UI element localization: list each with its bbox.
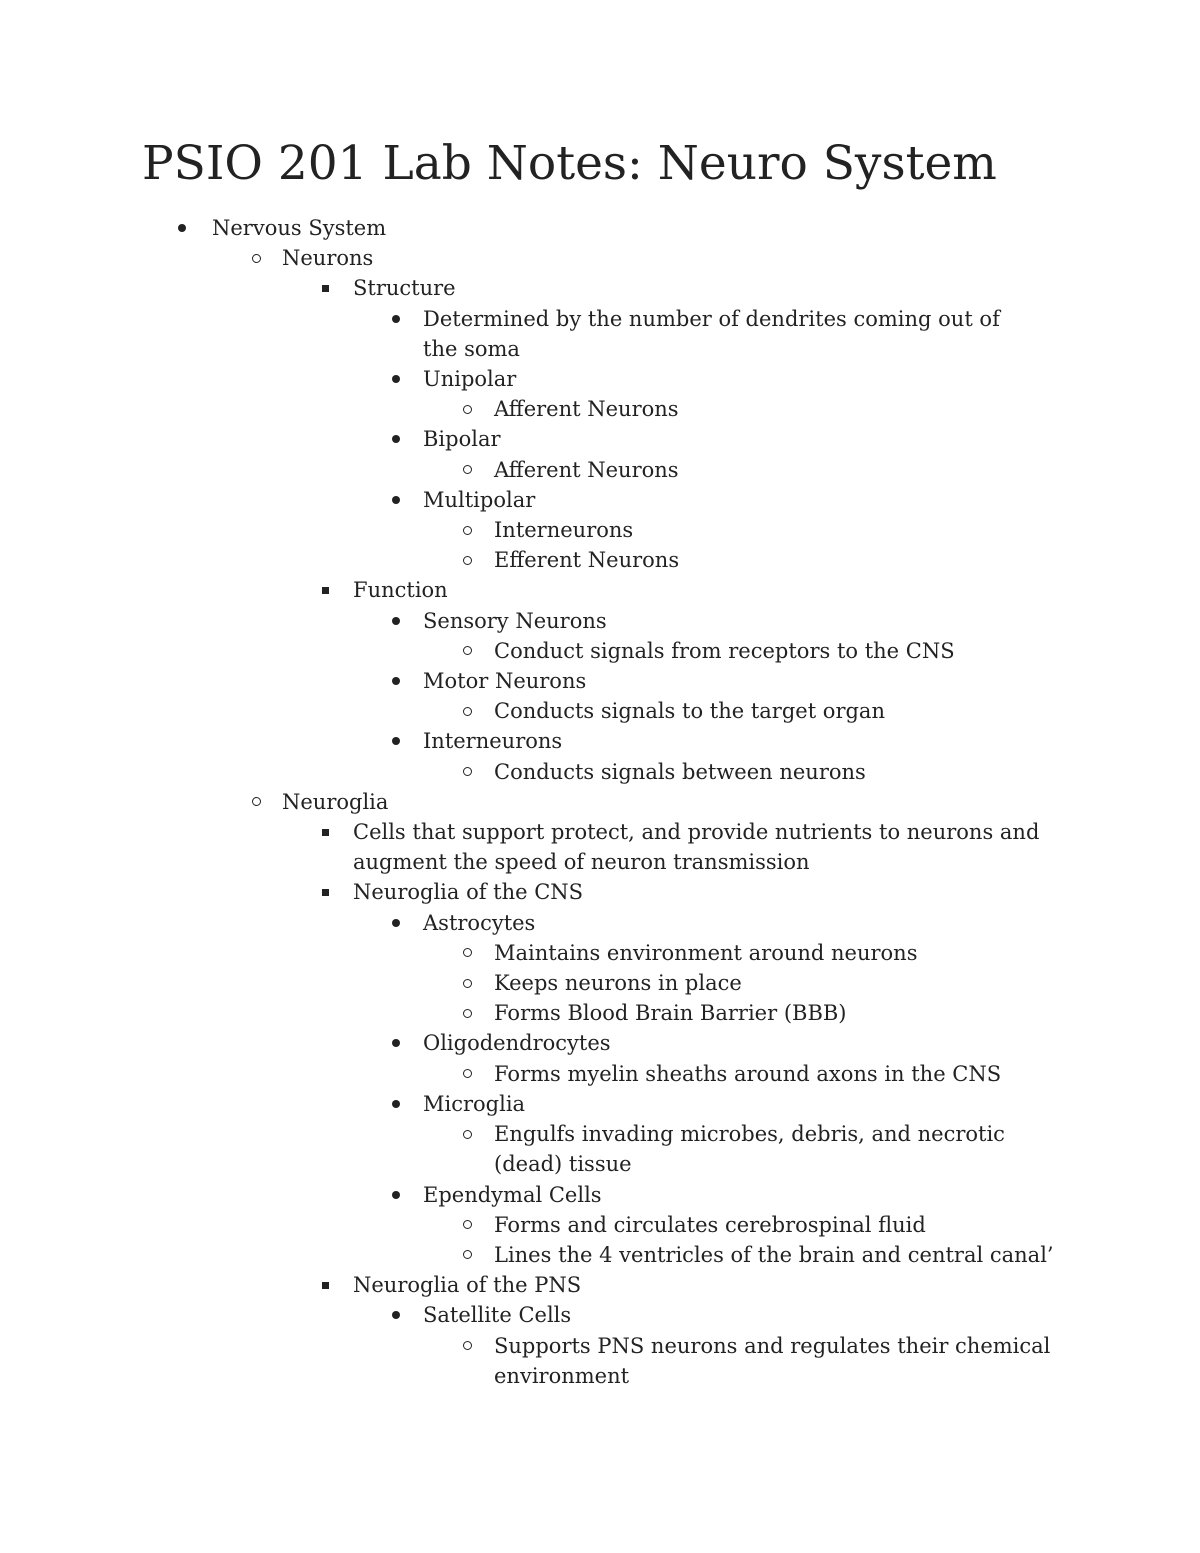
outline-item-level-5 bbox=[0, 1119, 1064, 1179]
circle-bullet-icon bbox=[246, 787, 266, 817]
outline-item-text: Ependymal Cells bbox=[423, 1182, 602, 1207]
outline-item-level-5 bbox=[0, 1240, 1064, 1270]
outline-item-level-4 bbox=[0, 485, 1023, 515]
circle-bullet-icon bbox=[457, 545, 477, 575]
outline-item-text: Microglia bbox=[423, 1091, 526, 1116]
outline-item-level-5 bbox=[0, 757, 1064, 787]
disc-bullet-icon bbox=[386, 1089, 406, 1119]
outline-item-text: Motor Neurons bbox=[423, 669, 587, 694]
outline-item-level-5 bbox=[0, 394, 1064, 424]
circle-bullet-icon bbox=[457, 515, 477, 545]
outline-item-level-4 bbox=[0, 726, 1023, 756]
disc-bullet-icon bbox=[172, 213, 192, 243]
circle-bullet-icon bbox=[457, 696, 477, 726]
outline-item-text: Conduct signals from receptors to the CNS bbox=[494, 638, 955, 663]
outline-item-text: Conducts signals to the target organ bbox=[494, 699, 885, 724]
outline-item-text: Maintains environment around neurons bbox=[494, 940, 918, 965]
outline-item-text: Interneurons bbox=[494, 518, 634, 543]
outline-item-level-2 bbox=[0, 787, 1062, 817]
outline-item-level-4 bbox=[0, 606, 1023, 636]
outline-item-text: Structure bbox=[353, 276, 456, 301]
circle-bullet-icon bbox=[457, 636, 477, 666]
outline-item-level-3 bbox=[0, 877, 1063, 907]
square-bullet-icon bbox=[315, 877, 335, 907]
outline-item-level-5 bbox=[0, 1059, 1064, 1089]
outline-item-level-3 bbox=[0, 273, 1063, 303]
outline-item-level-3 bbox=[0, 1270, 1063, 1300]
outline-item-level-2 bbox=[0, 243, 1062, 273]
outline-item-text: Supports PNS neurons and regulates their chemical environment bbox=[494, 1333, 1051, 1388]
outline-item-text: Cells that support protect, and provide nutrients to neurons and augment the speed of neuron transmission bbox=[353, 820, 1040, 875]
outline-item-level-5 bbox=[0, 968, 1064, 998]
outline-item-text: Forms and circulates cerebrospinal fluid bbox=[494, 1212, 926, 1237]
outline-item-text: Interneurons bbox=[423, 729, 563, 754]
outline-item-text: Efferent Neurons bbox=[494, 548, 680, 573]
outline-item-level-4 bbox=[0, 1300, 1023, 1330]
outline-item-level-5 bbox=[0, 455, 1064, 485]
disc-bullet-icon bbox=[386, 364, 406, 394]
circle-bullet-icon bbox=[457, 394, 477, 424]
outline-item-level-5 bbox=[0, 636, 1064, 666]
outline-item-text: Satellite Cells bbox=[423, 1303, 572, 1328]
disc-bullet-icon bbox=[386, 1180, 406, 1210]
disc-bullet-icon bbox=[386, 304, 406, 334]
outline-item-text: Unipolar bbox=[423, 367, 517, 392]
outline-item-text: Determined by the number of dendrites coming out of the soma bbox=[423, 306, 1000, 361]
circle-bullet-icon bbox=[457, 1119, 477, 1149]
outline-item-level-5 bbox=[0, 1210, 1064, 1240]
outline-item-level-4 bbox=[0, 424, 1023, 454]
outline-item-text: Afferent Neurons bbox=[494, 457, 679, 482]
outline-item-level-5 bbox=[0, 515, 1064, 545]
outline-item-text: Engulfs invading microbes, debris, and necrotic (dead) tissue bbox=[494, 1122, 1005, 1177]
circle-bullet-icon bbox=[457, 938, 477, 968]
outline-item-level-4 bbox=[0, 1028, 1023, 1058]
outline-item-text: Forms Blood Brain Barrier (BBB) bbox=[494, 1001, 847, 1026]
outline-item-text: Neuroglia of the PNS bbox=[353, 1273, 582, 1298]
outline-item-text: Afferent Neurons bbox=[494, 397, 679, 422]
outline-item-text: Sensory Neurons bbox=[423, 608, 607, 633]
outline-item-text: Neuroglia bbox=[282, 789, 389, 814]
disc-bullet-icon bbox=[386, 726, 406, 756]
outline-item-level-1 bbox=[0, 213, 1062, 243]
circle-bullet-icon bbox=[457, 968, 477, 998]
outline-item-text: Keeps neurons in place bbox=[494, 971, 742, 996]
outline-item-level-5 bbox=[0, 998, 1064, 1028]
page-title: PSIO 201 Lab Notes: Neuro System bbox=[142, 136, 997, 191]
outline-item-text: Function bbox=[353, 578, 448, 603]
outline-item-text: Astrocytes bbox=[423, 910, 536, 935]
circle-bullet-icon bbox=[457, 998, 477, 1028]
square-bullet-icon bbox=[315, 817, 335, 847]
notes-outline bbox=[0, 213, 1200, 1391]
disc-bullet-icon bbox=[386, 1028, 406, 1058]
circle-bullet-icon bbox=[246, 243, 266, 273]
outline-item-text: Bipolar bbox=[423, 427, 501, 452]
outline-item-text: Lines the 4 ventricles of the brain and central canal’ bbox=[494, 1242, 1054, 1267]
circle-bullet-icon bbox=[457, 1331, 477, 1361]
outline-item-text: Neurons bbox=[282, 246, 374, 271]
outline-item-text: Multipolar bbox=[423, 487, 536, 512]
outline-item-level-4 bbox=[0, 908, 1023, 938]
circle-bullet-icon bbox=[457, 1059, 477, 1089]
outline-item-level-4 bbox=[0, 1180, 1023, 1210]
outline-item-level-4 bbox=[0, 666, 1023, 696]
outline-item-level-5 bbox=[0, 696, 1064, 726]
outline-item-level-5 bbox=[0, 1331, 1064, 1391]
disc-bullet-icon bbox=[386, 485, 406, 515]
outline-item-text: Forms myelin sheaths around axons in the CNS bbox=[494, 1061, 1002, 1086]
outline-item-level-3 bbox=[0, 817, 1063, 877]
disc-bullet-icon bbox=[386, 424, 406, 454]
disc-bullet-icon bbox=[386, 1300, 406, 1330]
disc-bullet-icon bbox=[386, 606, 406, 636]
circle-bullet-icon bbox=[457, 455, 477, 485]
outline-item-text: Nervous System bbox=[212, 216, 387, 240]
square-bullet-icon bbox=[315, 1270, 335, 1300]
circle-bullet-icon bbox=[457, 757, 477, 787]
outline-item-level-4 bbox=[0, 1089, 1023, 1119]
outline-item-level-5 bbox=[0, 545, 1064, 575]
outline-item-level-5 bbox=[0, 938, 1064, 968]
square-bullet-icon bbox=[315, 575, 335, 605]
outline-item-level-4 bbox=[0, 304, 1023, 364]
circle-bullet-icon bbox=[457, 1210, 477, 1240]
outline-item-level-3 bbox=[0, 575, 1063, 605]
disc-bullet-icon bbox=[386, 908, 406, 938]
outline-item-text: Oligodendrocytes bbox=[423, 1031, 611, 1056]
circle-bullet-icon bbox=[457, 1240, 477, 1270]
disc-bullet-icon bbox=[386, 666, 406, 696]
outline-item-level-4 bbox=[0, 364, 1023, 394]
square-bullet-icon bbox=[315, 273, 335, 303]
outline-item-text: Conducts signals between neurons bbox=[494, 759, 866, 784]
outline-item-text: Neuroglia of the CNS bbox=[353, 880, 584, 905]
